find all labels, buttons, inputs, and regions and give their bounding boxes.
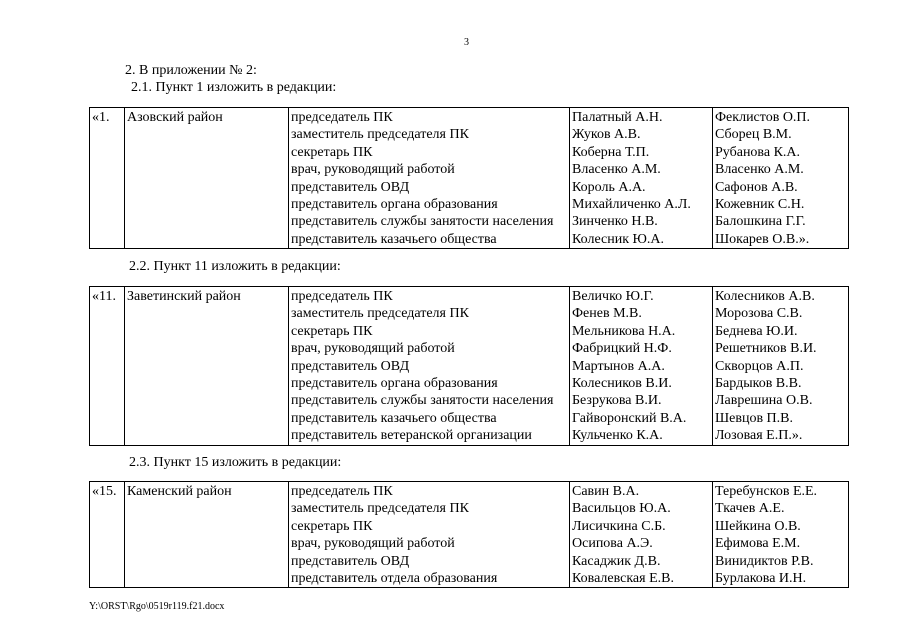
member-name: Михайличенко А.Л. bbox=[572, 196, 691, 212]
clause-2-2: 2.2. Пункт 11 изложить в редакции: bbox=[129, 259, 341, 274]
reserve-member-name: Шокарев О.В.». bbox=[715, 231, 810, 247]
members-column bbox=[570, 287, 713, 446]
reserve-member-name: Ефимова Е.М. bbox=[715, 536, 801, 552]
member-name: Жуков А.В. bbox=[572, 127, 641, 143]
item-number: «15. bbox=[90, 482, 125, 588]
reserve-member-name: Балошкина Г.Г. bbox=[715, 214, 806, 230]
reserve-member-name: Колесников А.В. bbox=[715, 289, 815, 304]
reserve-member-name: Морозова С.В. bbox=[715, 306, 803, 322]
roles-column bbox=[289, 108, 570, 249]
role-line: секретарь ПК bbox=[291, 144, 373, 160]
reserve-member-name: Кожевник С.Н. bbox=[715, 196, 805, 212]
role-line: врач, руководящий работой bbox=[291, 341, 455, 357]
member-name: Власенко А.М. bbox=[572, 162, 661, 178]
role-line: представитель органа образования bbox=[291, 196, 498, 212]
role-line: представитель ОВД bbox=[291, 553, 410, 569]
member-name: Кульченко К.А. bbox=[572, 428, 663, 444]
reserve-column bbox=[713, 108, 849, 249]
role-line: представитель службы занятости населения bbox=[291, 393, 554, 409]
member-name: Мартынов А.А. bbox=[572, 358, 665, 374]
role-line: председатель ПК bbox=[291, 484, 393, 499]
reserve-member-name: Беднева Ю.И. bbox=[715, 323, 798, 339]
table-row bbox=[90, 482, 849, 588]
role-line: представитель ОВД bbox=[291, 358, 410, 374]
member-name: Колесник Ю.А. bbox=[572, 231, 665, 247]
role-line: заместитель председателя ПК bbox=[291, 501, 469, 517]
reserve-member-name: Шейкина О.В. bbox=[715, 518, 801, 534]
district-name: Заветинский район bbox=[125, 287, 289, 446]
member-name: Безрукова В.И. bbox=[572, 393, 662, 409]
role-line: председатель ПК bbox=[291, 289, 393, 304]
reserve-member-name: Лаврешина О.В. bbox=[715, 393, 813, 409]
member-name: Колесников В.И. bbox=[572, 375, 672, 391]
role-line: представитель службы занятости населения bbox=[291, 214, 554, 230]
role-line: представитель казачьего общества bbox=[291, 231, 497, 247]
table-kamensky bbox=[89, 481, 849, 588]
roles-column bbox=[289, 287, 570, 446]
member-name: Ковалевская Е.В. bbox=[572, 570, 674, 586]
reserve-member-name: Решетников В.И. bbox=[715, 341, 817, 357]
member-name: Касаджик Д.В. bbox=[572, 553, 661, 569]
member-name: Мельникова Н.А. bbox=[572, 323, 676, 339]
member-name: Палатный А.Н. bbox=[572, 110, 663, 125]
reserve-column bbox=[713, 482, 849, 588]
reserve-member-name: Шевцов П.В. bbox=[715, 410, 793, 426]
member-name: Король А.А. bbox=[572, 179, 646, 195]
member-name: Зинченко Н.В. bbox=[572, 214, 658, 230]
role-line: секретарь ПК bbox=[291, 323, 373, 339]
role-line: заместитель председателя ПК bbox=[291, 127, 469, 143]
reserve-member-name: Феклистов О.П. bbox=[715, 110, 811, 125]
reserve-member-name: Винидиктов Р.В. bbox=[715, 553, 814, 569]
role-line: врач, руководящий работой bbox=[291, 162, 455, 178]
amendment-heading: 2. В приложении № 2: bbox=[125, 63, 257, 78]
reserve-member-name: Власенко А.М. bbox=[715, 162, 804, 178]
reserve-member-name: Рубанова К.А. bbox=[715, 144, 801, 160]
reserve-member-name: Ткачев А.Е. bbox=[715, 501, 785, 517]
member-name: Савин В.А. bbox=[572, 484, 640, 499]
role-line: заместитель председателя ПК bbox=[291, 306, 469, 322]
role-line: представитель казачьего общества bbox=[291, 410, 497, 426]
role-line: представитель ветеранской организации bbox=[291, 428, 532, 444]
table-azov bbox=[89, 107, 849, 249]
members-column bbox=[570, 108, 713, 249]
member-name: Величко Ю.Г. bbox=[572, 289, 654, 304]
file-path-footer: Y:\ORST\Rgo\0519r119.f21.docx bbox=[89, 601, 225, 612]
district-name: Азовский район bbox=[125, 108, 289, 249]
clause-2-1: 2.1. Пункт 1 изложить в редакции: bbox=[131, 80, 337, 95]
member-name: Лисичкина С.Б. bbox=[572, 518, 666, 534]
role-line: врач, руководящий работой bbox=[291, 536, 455, 552]
members-column bbox=[570, 482, 713, 588]
roles-column bbox=[289, 482, 570, 588]
reserve-member-name: Бурлакова И.Н. bbox=[715, 570, 807, 586]
table-row bbox=[90, 287, 849, 446]
item-number: «11. bbox=[90, 287, 125, 446]
role-line: секретарь ПК bbox=[291, 518, 373, 534]
reserve-member-name: Сборец В.М. bbox=[715, 127, 792, 143]
district-name: Каменский район bbox=[125, 482, 289, 588]
role-line: председатель ПК bbox=[291, 110, 393, 125]
reserve-member-name: Теребунсков Е.Е. bbox=[715, 484, 818, 499]
table-zavetinsky bbox=[89, 286, 849, 446]
clause-2-3: 2.3. Пункт 15 изложить в редакции: bbox=[129, 455, 342, 470]
reserve-member-name: Сафонов А.В. bbox=[715, 179, 798, 195]
table-row bbox=[90, 108, 849, 249]
member-name: Васильцов Ю.А. bbox=[572, 501, 671, 517]
reserve-member-name: Скворцов А.П. bbox=[715, 358, 804, 374]
member-name: Гайворонский В.А. bbox=[572, 410, 687, 426]
reserve-member-name: Бардыков В.В. bbox=[715, 375, 802, 391]
page-number: 3 bbox=[464, 37, 469, 48]
member-name: Коберна Т.П. bbox=[572, 144, 650, 160]
role-line: представитель ОВД bbox=[291, 179, 410, 195]
role-line: представитель органа образования bbox=[291, 375, 498, 391]
member-name: Фабрицкий Н.Ф. bbox=[572, 341, 672, 357]
reserve-member-name: Лозовая Е.П.». bbox=[715, 428, 803, 444]
role-line: представитель отдела образования bbox=[291, 570, 498, 586]
item-number: «1. bbox=[90, 108, 125, 249]
member-name: Осипова А.Э. bbox=[572, 536, 653, 552]
reserve-column bbox=[713, 287, 849, 446]
member-name: Фенев М.В. bbox=[572, 306, 642, 322]
